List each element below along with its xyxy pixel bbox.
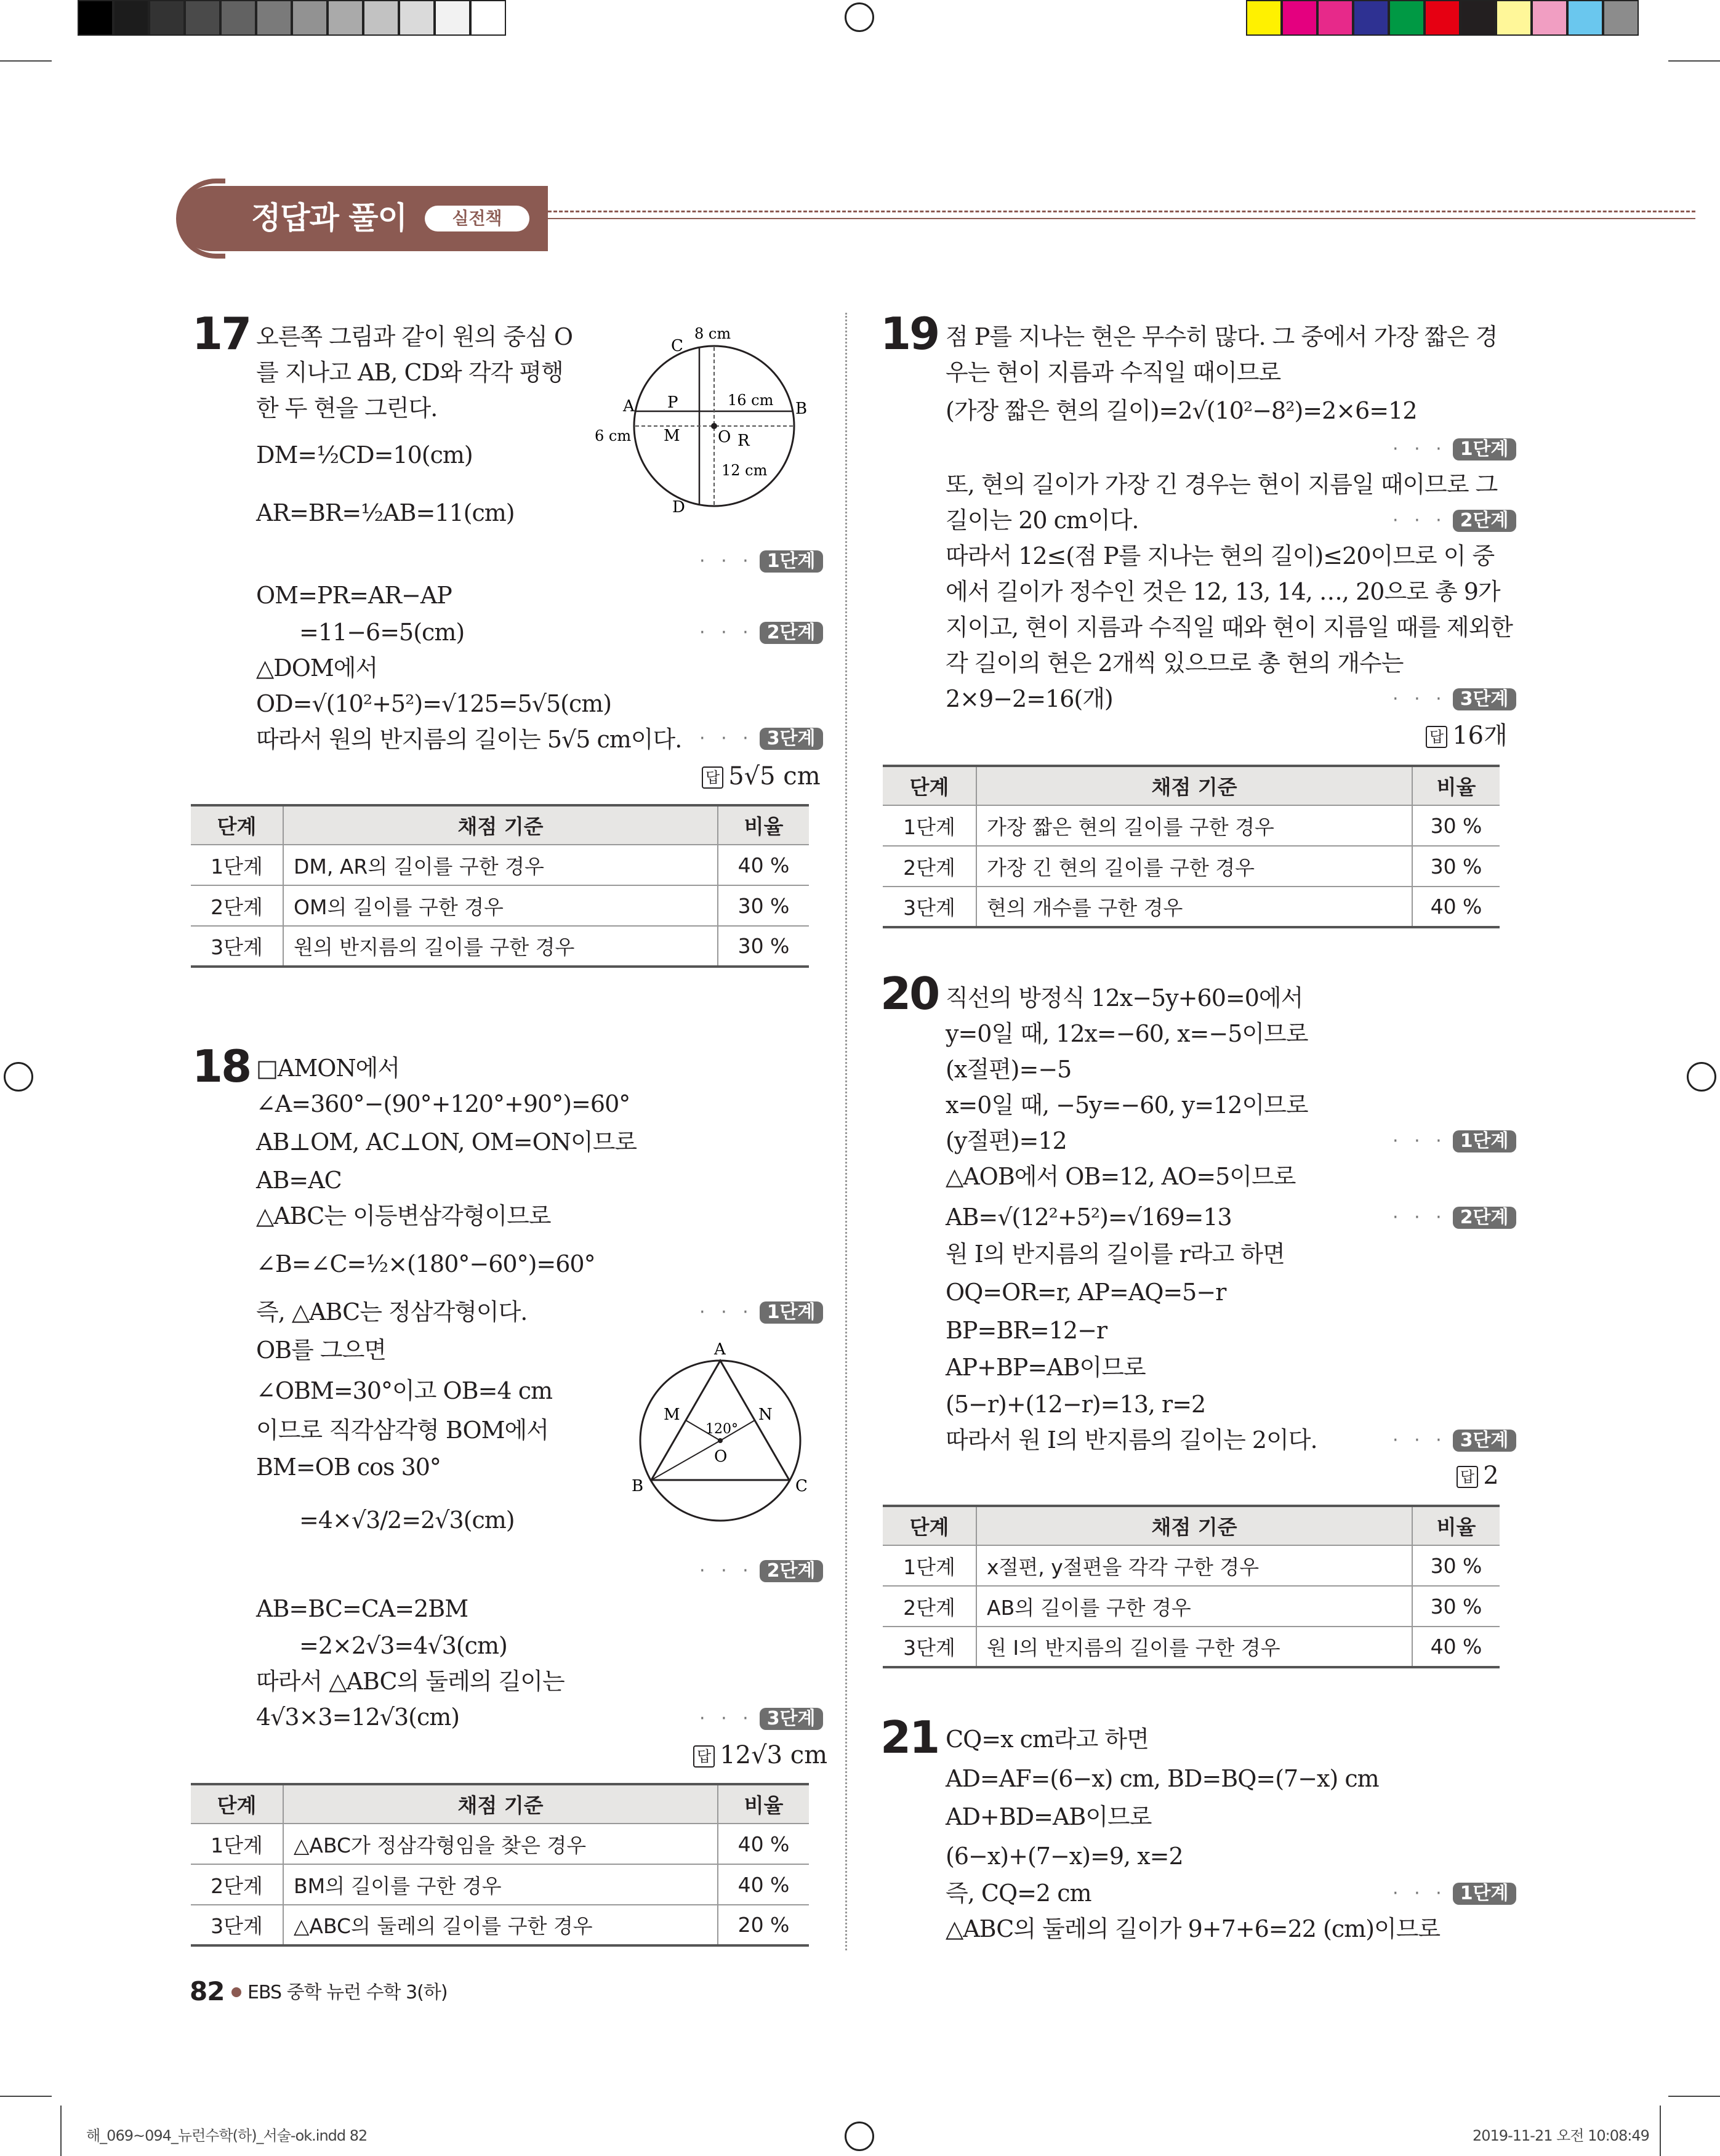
- gray-swatch: [399, 0, 435, 36]
- p19-answer: 답 16개: [1426, 718, 1508, 754]
- registration-mark-bottom: [845, 2122, 874, 2151]
- p18-step-3: · · · 3단계: [699, 1702, 823, 1736]
- p18-line-9: ∠OBM=30°이고 OB=4 cm: [256, 1377, 553, 1404]
- p18-line-8: OB를 그으면: [256, 1337, 386, 1364]
- p18-line-1: □AMON에서: [256, 1055, 400, 1082]
- p18-line-16: 4√3×3=12√3(cm): [256, 1703, 460, 1731]
- color-swatch: [1460, 0, 1496, 36]
- p18-line-3: AB⊥OM, AC⊥ON, OM=ON이므로: [256, 1128, 637, 1156]
- p18-label-O: O: [714, 1447, 728, 1466]
- footer-bullet: [231, 1987, 241, 1997]
- p17-line-4: DM=½CD=10(cm): [256, 441, 473, 469]
- p20-line-12: (5−r)+(12−r)=13, r=2: [946, 1391, 1206, 1418]
- crop-line-vertical-right: [1660, 2106, 1661, 2156]
- p17-label-8cm: 8 cm: [694, 325, 731, 342]
- p20-step-2: · · · 2단계: [1392, 1201, 1516, 1235]
- p19-line-4: 또, 현의 길이가 가장 긴 경우는 현이 지름일 때이므로 그: [946, 471, 1498, 498]
- p20-line-2: y=0일 때, 12x=−60, x=−5이므로: [946, 1020, 1308, 1047]
- header-badge: 실전책: [425, 206, 529, 231]
- crop-line-top-right: [1668, 60, 1720, 62]
- p20-line-7: AB=√(12²+5²)=√169=13: [946, 1204, 1232, 1231]
- crop-line-bottom-right: [1668, 2096, 1720, 2097]
- p17-line-9: OD=√(10²+5²)=√125=5√5(cm): [256, 690, 612, 717]
- p18-step-2: · · · 2단계: [699, 1554, 823, 1588]
- table-row: 3단계 현의 개수를 구한 경우 40 %: [883, 887, 1500, 927]
- p18-label-N: N: [758, 1406, 773, 1424]
- color-swatch: [1389, 0, 1425, 36]
- p17-label-R: R: [737, 432, 750, 450]
- header-banner-arc: [176, 179, 225, 259]
- p18-label-angle: 120°: [705, 1422, 738, 1437]
- p20-line-10: BP=BR=12−r: [946, 1317, 1107, 1344]
- p18-score-table: [191, 1783, 809, 1947]
- p19-line-3: (가장 짧은 현의 길이)=2√(10²−8²)=2×6=12: [946, 397, 1417, 424]
- p21-line-2: AD=AF=(6−x) cm, BD=BQ=(7−x) cm: [946, 1765, 1379, 1792]
- p18-line-5: △ABC는 이등변삼각형이므로: [256, 1202, 551, 1229]
- p18-line-4: AB=AC: [256, 1167, 342, 1194]
- p19-step-1: · · · 1단계: [1392, 432, 1516, 467]
- table-row: 2단계 BM의 길이를 구한 경우 40 %: [191, 1864, 809, 1905]
- color-swatch: [1317, 0, 1353, 36]
- p18-th-criteria: 채점 기준: [283, 1784, 718, 1824]
- p20-answer: 답 2: [1457, 1458, 1499, 1494]
- page-number: 82: [190, 1976, 225, 2006]
- table-row: 2단계 OM의 길이를 구한 경우 30 %: [191, 885, 809, 926]
- gray-swatch: [256, 0, 292, 36]
- p17-label-12cm: 12 cm: [721, 462, 768, 479]
- p18-label-A: A: [714, 1340, 726, 1359]
- p18-th-step: 단계: [191, 1784, 283, 1824]
- footer-date-info: 2019-11-21 오전 10:08:49: [1473, 2127, 1649, 2144]
- p18-step-1: · · · 1단계: [699, 1295, 823, 1330]
- color-swatch: [1353, 0, 1389, 36]
- p17-line-10: 따라서 원의 반지름의 길이는 5√5 cm이다.: [256, 726, 682, 753]
- p18-answer: 답 12√3 cm: [693, 1737, 827, 1773]
- p18-line-11: BM=OB cos 30°: [256, 1454, 441, 1481]
- p19-step-3: · · · 3단계: [1392, 682, 1516, 717]
- p20-line-5: (y절편)=12: [946, 1127, 1067, 1154]
- problem-number-17: 17: [192, 308, 251, 360]
- p19-line-5: 길이는 20 cm이다.: [946, 507, 1139, 534]
- p18-line-14: =2×2√3=4√3(cm): [299, 1632, 507, 1659]
- gray-swatch: [328, 0, 363, 36]
- p17-label-16cm: 16 cm: [728, 392, 774, 409]
- color-swatch: [1496, 0, 1532, 36]
- p17-th-ratio: 비율: [718, 805, 809, 845]
- header-title: 정답과 풀이: [251, 200, 407, 236]
- p21-line-5: 즉, CQ=2 cm: [946, 1880, 1091, 1907]
- p18-triangle-figure: [622, 1336, 825, 1527]
- p17-label-A: A: [623, 397, 635, 416]
- p19-th-ratio: 비율: [1412, 766, 1500, 805]
- p17-step-3: · · · 3단계: [699, 722, 823, 756]
- p18-line-10: 이므로 직각삼각형 BOM에서: [256, 1417, 549, 1444]
- table-row: 3단계 △ABC의 둘레의 길이를 구한 경우 20 %: [191, 1905, 809, 1945]
- p20-th-step: 단계: [883, 1506, 976, 1545]
- p17-score-table: [191, 804, 809, 968]
- gray-swatch: [470, 0, 506, 36]
- p17-label-B: B: [795, 400, 808, 418]
- p17-line-7: =11−6=5(cm): [299, 619, 465, 646]
- p19-line-2: 우는 현이 지름과 수직일 때이므로: [946, 359, 1281, 386]
- p17-answer: 답 5√5 cm: [702, 758, 821, 794]
- p17-step-1: · · · 1단계: [699, 544, 823, 579]
- crop-line-bottom-left: [0, 2096, 52, 2097]
- crop-line-vertical-left: [60, 2106, 62, 2156]
- problem-number-19: 19: [880, 308, 939, 360]
- p17-label-C: C: [671, 337, 683, 355]
- p19-line-7: 에서 길이가 정수인 것은 12, 13, 14, …, 20으로 총 9가: [946, 578, 1500, 605]
- gray-swatch: [149, 0, 185, 36]
- p17-line-5: AR=BR=½AB=11(cm): [256, 499, 515, 526]
- table-row: 3단계 원 I의 반지름의 길이를 구한 경우 40 %: [883, 1627, 1500, 1667]
- gray-swatch: [435, 0, 470, 36]
- header-rule: [548, 218, 1695, 219]
- p20-score-table: [883, 1505, 1500, 1668]
- p19-line-9: 각 길이의 현은 2개씩 있으므로 총 현의 개수는: [946, 650, 1404, 677]
- p20-line-8: 원 I의 반지름의 길이를 r라고 하면: [946, 1241, 1285, 1268]
- footer-book-title: EBS 중학 뉴런 수학 3(하): [247, 1982, 448, 2003]
- p20-step-3: · · · 3단계: [1392, 1423, 1516, 1458]
- p18-line-7: 즉, △ABC는 정삼각형이다.: [256, 1298, 528, 1325]
- color-swatch: [1246, 0, 1282, 36]
- p18-line-15: 따라서 △ABC의 둘레의 길이는: [256, 1668, 565, 1695]
- color-swatch: [1603, 0, 1639, 36]
- table-row: 1단계 x절편, y절편을 각각 구한 경우 30 %: [883, 1545, 1500, 1586]
- p20-th-ratio: 비율: [1412, 1506, 1500, 1545]
- gray-swatch: [78, 0, 113, 36]
- p18-label-B: B: [632, 1477, 644, 1495]
- gray-swatch: [113, 0, 149, 36]
- column-divider: [845, 313, 847, 1950]
- p18-line-13: AB=BC=CA=2BM: [256, 1595, 468, 1622]
- table-row: 1단계 DM, AR의 길이를 구한 경우 40 %: [191, 845, 809, 885]
- p20-th-criteria: 채점 기준: [976, 1506, 1412, 1545]
- p21-line-1: CQ=x cm라고 하면: [946, 1726, 1149, 1753]
- p21-line-4: (6−x)+(7−x)=9, x=2: [946, 1843, 1183, 1870]
- p17-center-O: [711, 423, 717, 429]
- table-row: 3단계 원의 반지름의 길이를 구한 경우 30 %: [191, 926, 809, 967]
- p21-step-1: · · · 1단계: [1392, 1876, 1516, 1911]
- p20-line-1: 직선의 방정식 12x−5y+60=0에서: [946, 984, 1303, 1012]
- p18-line-2: ∠A=360°−(90°+120°+90°)=60°: [256, 1090, 630, 1117]
- registration-mark-top: [845, 2, 874, 32]
- p20-step-1: · · · 1단계: [1392, 1124, 1516, 1159]
- p20-line-13: 따라서 원 I의 반지름의 길이는 2이다.: [946, 1426, 1317, 1454]
- color-swatch: [1425, 0, 1460, 36]
- p21-line-6: △ABC의 둘레의 길이가 9+7+6=22 (cm)이므로: [946, 1915, 1441, 1942]
- table-row: 1단계 △ABC가 정삼각형임을 찾은 경우 40 %: [191, 1824, 809, 1864]
- color-swatch: [1532, 0, 1567, 36]
- p18-line-12: =4×√3/2=2√3(cm): [299, 1506, 515, 1534]
- problem-number-21: 21: [880, 1712, 939, 1763]
- gray-swatch: [220, 0, 256, 36]
- p19-line-1: 점 P를 지나는 현은 무수히 많다. 그 중에서 가장 짧은 경: [946, 323, 1498, 350]
- p17-label-P: P: [667, 393, 678, 412]
- gray-swatch: [363, 0, 399, 36]
- p17-line-1: 오른쪽 그림과 같이 원의 중심 O: [256, 323, 573, 350]
- p17-label-O: O: [718, 428, 731, 446]
- p18-label-M: M: [664, 1406, 680, 1424]
- gray-swatch: [185, 0, 220, 36]
- p17-line-2: 를 지나고 AB, CD와 각각 평행: [256, 359, 563, 386]
- p17-line-8: △DOM에서: [256, 654, 378, 682]
- p17-step-2: · · · 2단계: [699, 616, 823, 650]
- p17-label-D: D: [672, 498, 685, 517]
- p21-line-3: AD+BD=AB이므로: [946, 1803, 1152, 1830]
- p19-line-10: 2×9−2=16(개): [946, 685, 1113, 712]
- color-swatch: [1282, 0, 1317, 36]
- p18-line-6: ∠B=∠C=½×(180°−60°)=60°: [256, 1250, 595, 1277]
- problem-number-20: 20: [880, 968, 939, 1020]
- p18-label-C: C: [795, 1477, 808, 1495]
- p20-line-6: △AOB에서 OB=12, AO=5이므로: [946, 1163, 1296, 1190]
- p19-line-8: 지이고, 현이 지름과 수직일 때와 현이 지름일 때를 제외한: [946, 614, 1513, 641]
- crop-line-top-left: [0, 60, 52, 62]
- p19-th-step: 단계: [883, 766, 976, 805]
- p19-step-2: · · · 2단계: [1392, 504, 1516, 538]
- header-dashed-rule: [548, 211, 1695, 212]
- p20-line-11: AP+BP=AB이므로: [946, 1354, 1146, 1381]
- p19-score-table: [883, 765, 1500, 928]
- p17-circle-figure: [591, 320, 813, 517]
- p17-label-6cm: 6 cm: [595, 427, 632, 444]
- p17-th-step: 단계: [191, 805, 283, 845]
- p17-th-criteria: 채점 기준: [283, 805, 718, 845]
- p17-line-6: OM=PR=AR−AP: [256, 582, 452, 609]
- color-swatch: [1567, 0, 1603, 36]
- registration-mark-left: [4, 1062, 33, 1092]
- table-row: 2단계 가장 긴 현의 길이를 구한 경우 30 %: [883, 846, 1500, 887]
- footer-file-info: 해_069~094_뉴런수학(하)_서술-ok.indd 82: [86, 2127, 368, 2144]
- table-row: 1단계 가장 짧은 현의 길이를 구한 경우 30 %: [883, 805, 1500, 846]
- p19-line-6: 따라서 12≤(점 P를 지나는 현의 길이)≤20이므로 이 중: [946, 542, 1495, 569]
- p20-line-4: x=0일 때, −5y=−60, y=12이므로: [946, 1092, 1308, 1119]
- registration-mark-right: [1687, 1062, 1716, 1092]
- p19-th-criteria: 채점 기준: [976, 766, 1412, 805]
- p20-line-9: OQ=OR=r, AP=AQ=5−r: [946, 1279, 1226, 1306]
- p18-th-ratio: 비율: [718, 1784, 809, 1824]
- gray-swatch: [292, 0, 328, 36]
- p20-line-3: (x절편)=−5: [946, 1056, 1072, 1083]
- problem-number-18: 18: [192, 1040, 251, 1092]
- p17-line-3: 한 두 현을 그린다.: [256, 395, 438, 422]
- table-row: 2단계 AB의 길이를 구한 경우 30 %: [883, 1586, 1500, 1627]
- p17-label-M: M: [664, 427, 680, 445]
